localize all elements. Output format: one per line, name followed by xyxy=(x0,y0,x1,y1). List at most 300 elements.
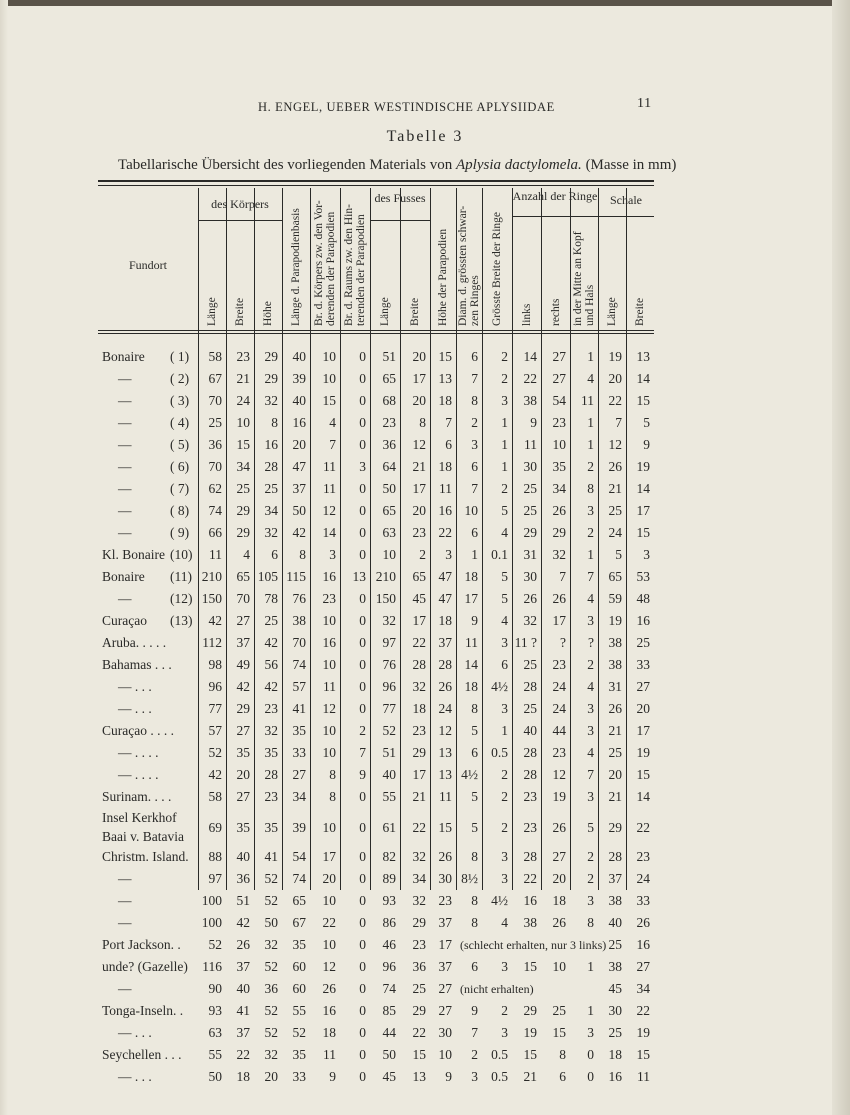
row-fundort: unde? (Gazelle) xyxy=(102,959,188,974)
table-row xyxy=(0,786,850,808)
table-cell: 52 xyxy=(264,959,278,974)
table-row xyxy=(0,934,850,956)
table-cell: 26 xyxy=(523,591,537,606)
table-cell: 6 xyxy=(471,459,478,474)
table-cell: 36 xyxy=(236,871,250,886)
row-fundort: — xyxy=(118,393,132,408)
table-cell: 3 xyxy=(471,1069,478,1084)
table-cell: 36 xyxy=(412,959,426,974)
table-cell: 29 xyxy=(236,503,250,518)
table-cell: 8 xyxy=(471,893,478,908)
table-cell: 40 xyxy=(292,393,306,408)
table-cell: 6 xyxy=(471,349,478,364)
table-cell: 60 xyxy=(292,959,306,974)
table-cell: 86 xyxy=(382,915,396,930)
row-fundort: — xyxy=(118,591,132,606)
table-cell: 29 xyxy=(236,525,250,540)
table-cell: 18 xyxy=(236,1069,250,1084)
table-cell: 23 xyxy=(236,349,250,364)
table-cell: 14 xyxy=(322,525,336,540)
table-row xyxy=(0,390,850,412)
table-cell: 2 xyxy=(587,849,594,864)
table-cell: 2 xyxy=(501,820,508,835)
table-cell: 1 xyxy=(587,437,594,452)
table-cell: 70 xyxy=(292,635,306,650)
header-laenge: Länge xyxy=(206,297,218,326)
table-cell: 33 xyxy=(636,657,650,672)
table-cell: 65 xyxy=(292,893,306,908)
row-fundort: — xyxy=(118,893,132,908)
table-cell: 37 xyxy=(292,481,306,496)
table-cell: 16 xyxy=(264,437,278,452)
table-cell: 52 xyxy=(264,1003,278,1018)
table-cell: 22 xyxy=(438,525,452,540)
header-diam-ring: Diam. d. grössten schwar- zen Ringes xyxy=(457,205,481,326)
table-cell: 26 xyxy=(636,915,650,930)
table-cell: 0 xyxy=(359,789,366,804)
table-cell: 0 xyxy=(359,1003,366,1018)
table-cell: 6 xyxy=(501,657,508,672)
header-fundort: Fundort xyxy=(128,258,167,272)
table-cell: 76 xyxy=(292,591,306,606)
table-cell: 0 xyxy=(587,1047,594,1062)
table-cell: 74 xyxy=(208,503,222,518)
table-cell: 26 xyxy=(438,849,452,864)
table-cell: 10 xyxy=(322,820,336,835)
table-cell: 32 xyxy=(412,679,426,694)
table-cell: 42 xyxy=(236,915,250,930)
table-cell: 3 xyxy=(587,1025,594,1040)
table-cell: 1 xyxy=(587,959,594,974)
table-cell: 7 xyxy=(471,1025,478,1040)
row-number: ( 4) xyxy=(170,415,190,430)
table-cell: 35 xyxy=(292,723,306,738)
table-cell: 3 xyxy=(501,871,508,886)
group-rule-ringe xyxy=(512,216,598,217)
table-row xyxy=(0,720,850,742)
table-cell: 28 xyxy=(264,767,278,782)
row-fundort: — . . . xyxy=(118,679,152,694)
table-row xyxy=(0,978,850,1000)
table-cell: 65 xyxy=(382,371,396,386)
table-cell: 12 xyxy=(552,767,566,782)
table-cell: 39 xyxy=(292,820,306,835)
table-cell: 0 xyxy=(359,371,366,386)
table-cell: 25 xyxy=(608,503,622,518)
table-cell: 52 xyxy=(382,723,396,738)
table-cell: 21 xyxy=(412,459,426,474)
table-cell: 65 xyxy=(412,569,426,584)
table-cell: 20 xyxy=(412,393,426,408)
table-cell: 5 xyxy=(471,789,478,804)
table-cell: 0 xyxy=(359,481,366,496)
table-cell: 29 xyxy=(608,820,622,835)
row-fundort: Bonaire xyxy=(102,349,145,364)
row-fundort: — xyxy=(118,871,132,886)
table-cell: 23 xyxy=(322,591,336,606)
table-cell: 28 xyxy=(523,849,537,864)
table-cell: 37 xyxy=(236,1025,250,1040)
table-cell: ? xyxy=(588,635,594,650)
table-cell: 17 xyxy=(464,591,478,606)
table-cell: 18 xyxy=(438,459,452,474)
table-cell: 3 xyxy=(587,613,594,628)
page-number: 11 xyxy=(637,96,652,111)
table-cell: 23 xyxy=(264,789,278,804)
table-cell: 150 xyxy=(375,591,396,606)
table-cell: 16 xyxy=(322,1003,336,1018)
table-row xyxy=(0,456,850,478)
row-fundort: Tonga-Inseln. . xyxy=(102,1003,184,1018)
table-cell: 23 xyxy=(412,723,426,738)
table-cell: 77 xyxy=(382,701,396,716)
table-cell: 23 xyxy=(552,415,566,430)
table-row xyxy=(0,1000,850,1022)
row-number: ( 7) xyxy=(170,481,190,496)
table-cell: 4 xyxy=(501,613,508,628)
table-cell: 10 xyxy=(322,657,336,672)
table-cell: 4 xyxy=(587,745,594,760)
table-cell: 22 xyxy=(412,820,426,835)
table-cell: 7 xyxy=(359,745,366,760)
table-cell: 8 xyxy=(471,849,478,864)
table-cell: 38 xyxy=(292,613,306,628)
table-cell: 15 xyxy=(552,1025,566,1040)
table-cell: 14 xyxy=(636,789,650,804)
table-cell: 1 xyxy=(471,547,478,562)
table-cell: 17 xyxy=(552,613,566,628)
table-cell: 44 xyxy=(552,723,566,738)
table-cell: 76 xyxy=(382,657,396,672)
table-cell: 16 xyxy=(438,503,452,518)
table-cell: 0 xyxy=(359,591,366,606)
table-row xyxy=(0,956,850,978)
table-cell: 210 xyxy=(375,569,396,584)
table-cell: 20 xyxy=(608,371,622,386)
row-fundort: — xyxy=(118,459,132,474)
table-cell: 25 xyxy=(523,657,537,672)
table-cell: 3 xyxy=(501,393,508,408)
table-cell: 37 xyxy=(438,959,452,974)
table-cell: 8 xyxy=(471,701,478,716)
table-cell: 25 xyxy=(608,745,622,760)
table-cell: 31 xyxy=(523,547,537,562)
table-cell: 10 xyxy=(322,371,336,386)
table-row xyxy=(0,412,850,434)
table-cell: 42 xyxy=(264,679,278,694)
table-cell: 8 xyxy=(471,393,478,408)
table-cell: 24 xyxy=(552,679,566,694)
table-cell: 15 xyxy=(636,1047,650,1062)
table-cell: 0 xyxy=(359,525,366,540)
table-cell: 9 xyxy=(329,1069,336,1084)
table-cell: 16 xyxy=(292,415,306,430)
table-cell: 42 xyxy=(292,525,306,540)
table-cell: 65 xyxy=(236,569,250,584)
table-cell: 2 xyxy=(419,547,426,562)
row-number: ( 1) xyxy=(170,349,190,364)
table-cell: 8 xyxy=(587,481,594,496)
table-cell: 35 xyxy=(552,459,566,474)
table-cell: 28 xyxy=(438,657,452,672)
table-cell: 16 xyxy=(322,635,336,650)
table-row xyxy=(0,588,850,610)
table-cell: 42 xyxy=(208,613,222,628)
table-cell: 18 xyxy=(552,893,566,908)
table-cell: 11 xyxy=(323,481,336,496)
table-cell: 35 xyxy=(236,820,250,835)
table-cell: 52 xyxy=(264,893,278,908)
table-cell: 11 xyxy=(323,459,336,474)
row-fundort: Port Jackson. . xyxy=(102,937,181,952)
table-cell: 96 xyxy=(382,959,396,974)
table-cell: 22 xyxy=(636,820,650,835)
table-cell: 77 xyxy=(208,701,222,716)
table-cell: 150 xyxy=(201,591,222,606)
table-cell: 23 xyxy=(264,701,278,716)
table-cell: 40 xyxy=(523,723,537,738)
table-cell: 34 xyxy=(412,871,426,886)
table-row xyxy=(0,890,850,912)
table-cell: 15 xyxy=(636,393,650,408)
table-cell: 60 xyxy=(292,981,306,996)
table-cell: 18 xyxy=(608,1047,622,1062)
table-cell: 20 xyxy=(322,871,336,886)
table-cell: 9 xyxy=(445,1069,452,1084)
table-cell: 9 xyxy=(530,415,537,430)
table-cell: 38 xyxy=(523,393,537,408)
table-cell: 22 xyxy=(608,393,622,408)
table-cell: 7 xyxy=(615,415,622,430)
table-cell: 0 xyxy=(359,679,366,694)
table-cell: 32 xyxy=(382,613,396,628)
table-cell: 0 xyxy=(359,893,366,908)
table-cell: 35 xyxy=(292,1047,306,1062)
table-cell: 6 xyxy=(271,547,278,562)
table-cell: 10 xyxy=(322,613,336,628)
table-cell: 32 xyxy=(264,723,278,738)
table-cell: 38 xyxy=(608,657,622,672)
table-cell: 33 xyxy=(292,1069,306,1084)
table-cell: 6 xyxy=(471,525,478,540)
table-cell: 33 xyxy=(636,893,650,908)
table-cell: 30 xyxy=(438,1025,452,1040)
table-cell: 50 xyxy=(292,503,306,518)
table-cell: ? xyxy=(560,635,566,650)
table-row xyxy=(0,610,850,632)
table-cell: 25 xyxy=(236,481,250,496)
table-cell: 11 xyxy=(439,789,452,804)
table-cell: 61 xyxy=(382,820,396,835)
table-cell: 96 xyxy=(208,679,222,694)
table-cell: 12 xyxy=(322,701,336,716)
table-cell: 29 xyxy=(236,701,250,716)
header-groesste-breite: Grösste Breite der Ringe xyxy=(491,211,503,326)
table-cell: 23 xyxy=(552,657,566,672)
table-cell: 3 xyxy=(501,959,508,974)
table-cell: 15 xyxy=(438,820,452,835)
table-cell: 41 xyxy=(236,1003,250,1018)
table-cell: 3 xyxy=(587,789,594,804)
table-cell: 6 xyxy=(471,959,478,974)
table-cell: 28 xyxy=(608,849,622,864)
table-cell: 26 xyxy=(236,937,250,952)
table-cell: 26 xyxy=(552,591,566,606)
table-cell: 98 xyxy=(208,657,222,672)
table-row xyxy=(0,1022,850,1044)
table-cell: 0 xyxy=(359,503,366,518)
caption-prefix: Tabellarische Übersicht des vorliegenden Materials von xyxy=(118,157,453,173)
table-cell: 2 xyxy=(501,1003,508,1018)
table-cell: 0 xyxy=(359,657,366,672)
table-cell: 11 xyxy=(209,547,222,562)
table-cell: 52 xyxy=(264,871,278,886)
table-cell: 52 xyxy=(208,745,222,760)
table-cell: 46 xyxy=(382,937,396,952)
table-cell: 82 xyxy=(382,849,396,864)
table-cell: 23 xyxy=(523,789,537,804)
table-cell: 17 xyxy=(636,503,650,518)
table-cell: 112 xyxy=(202,635,222,650)
row-fundort: — . . . xyxy=(118,1069,152,1084)
table-cell: 26 xyxy=(552,503,566,518)
table-cell: 23 xyxy=(636,849,650,864)
row-fundort: Insel Kerkhof Baai v. Batavia xyxy=(102,810,184,844)
table-cell: 7 xyxy=(587,569,594,584)
table-cell: 17 xyxy=(322,849,336,864)
table-cell: 67 xyxy=(292,915,306,930)
group-rule-koerper xyxy=(198,220,282,221)
table-cell: 4½ xyxy=(491,893,508,908)
header-rechts: rechts xyxy=(549,298,562,326)
table-cell: 64 xyxy=(382,459,396,474)
table-cell: 22 xyxy=(412,635,426,650)
table-cell: 17 xyxy=(412,767,426,782)
running-head: H. ENGEL, UEBER WESTINDISCHE APLYSIIDAE xyxy=(258,100,555,114)
header-hoehe-parapodien: Höhe der Parapodien xyxy=(437,228,449,326)
table-row xyxy=(0,676,850,698)
table-cell: 0 xyxy=(359,959,366,974)
table-cell: 27 xyxy=(438,1003,452,1018)
row-fundort: — . . . . xyxy=(118,745,159,760)
table-cell: 27 xyxy=(236,789,250,804)
table-cell: 0.1 xyxy=(491,547,508,562)
table-cell: 66 xyxy=(208,525,222,540)
table-cell: 27 xyxy=(292,767,306,782)
table-cell: 5 xyxy=(501,569,508,584)
table-cell: 3 xyxy=(587,723,594,738)
table-cell: 45 xyxy=(608,981,622,996)
table-cell: 38 xyxy=(608,959,622,974)
row-fundort: — xyxy=(118,481,132,496)
row-number: (13) xyxy=(170,613,193,628)
table-cell: 24 xyxy=(438,701,452,716)
table-cell: 26 xyxy=(552,820,566,835)
table-row xyxy=(0,522,850,544)
table-cell: 0 xyxy=(359,849,366,864)
table-cell: 11 xyxy=(465,635,478,650)
table-cell: 5 xyxy=(587,820,594,835)
table-cell: 22 xyxy=(523,371,537,386)
table-cell: 19 xyxy=(552,789,566,804)
table-cell: 6 xyxy=(445,437,452,452)
table-row xyxy=(0,654,850,676)
table-cell: 4 xyxy=(329,415,336,430)
table-cell: 0 xyxy=(359,981,366,996)
table-row xyxy=(0,846,850,868)
table-cell: 29 xyxy=(552,525,566,540)
table-cell: 21 xyxy=(608,723,622,738)
table-cell: 13 xyxy=(438,745,452,760)
table-cell: 0 xyxy=(359,701,366,716)
table-row xyxy=(0,632,850,654)
table-cell: 28 xyxy=(412,657,426,672)
table-cell: 40 xyxy=(236,849,250,864)
table-cell: 42 xyxy=(208,767,222,782)
table-cell: 10 xyxy=(322,723,336,738)
table-cell: 23 xyxy=(412,937,426,952)
table-cell: 32 xyxy=(412,893,426,908)
table-cell: 9 xyxy=(359,767,366,782)
table-cell: 42 xyxy=(264,635,278,650)
table-cell: 5 xyxy=(501,591,508,606)
table-cell: 27 xyxy=(552,849,566,864)
table-row xyxy=(0,912,850,934)
table-cell: 51 xyxy=(236,893,250,908)
table-cell: 88 xyxy=(208,849,222,864)
table-cell: 42 xyxy=(236,679,250,694)
table-cell: 55 xyxy=(382,789,396,804)
table-cell: 32 xyxy=(264,937,278,952)
header-schale-laenge: Länge xyxy=(606,297,618,326)
table-cell: 15 xyxy=(636,525,650,540)
table-cell: 25 xyxy=(523,503,537,518)
row-fundort: Aruba. . . . . xyxy=(102,635,167,650)
table-cell: 10 xyxy=(322,349,336,364)
table-cell: 41 xyxy=(292,701,306,716)
table-cell: 26 xyxy=(438,679,452,694)
row-note: (nicht erhalten) xyxy=(460,982,534,996)
table-cell: 18 xyxy=(322,1025,336,1040)
row-number: (12) xyxy=(170,591,193,606)
table-cell: 25 xyxy=(523,481,537,496)
table-cell: 19 xyxy=(608,349,622,364)
table-cell: 18 xyxy=(464,569,478,584)
table-cell: 17 xyxy=(438,937,452,952)
table-cell: 0 xyxy=(359,635,366,650)
table-cell: 54 xyxy=(552,393,566,408)
table-cell: 1 xyxy=(501,437,508,452)
table-row xyxy=(0,434,850,456)
table-cell: 2 xyxy=(501,789,508,804)
table-cell: 5 xyxy=(615,547,622,562)
table-cell: 37 xyxy=(608,871,622,886)
table-cell: 210 xyxy=(201,569,222,584)
table-cell: 40 xyxy=(236,981,250,996)
table-row xyxy=(0,1066,850,1088)
header-parapodienbasis: Länge d. Parapodienbasis xyxy=(290,208,302,326)
table-cell: 0 xyxy=(359,1069,366,1084)
table-cell: 22 xyxy=(636,1003,650,1018)
table-cell: 38 xyxy=(608,635,622,650)
table-cell: 32 xyxy=(264,393,278,408)
table-cell: 51 xyxy=(382,745,396,760)
table-cell: 105 xyxy=(257,569,278,584)
table-cell: 35 xyxy=(264,820,278,835)
table-cell: 8½ xyxy=(461,871,478,886)
table-cell: 25 xyxy=(552,1003,566,1018)
table-cell: 18 xyxy=(464,679,478,694)
